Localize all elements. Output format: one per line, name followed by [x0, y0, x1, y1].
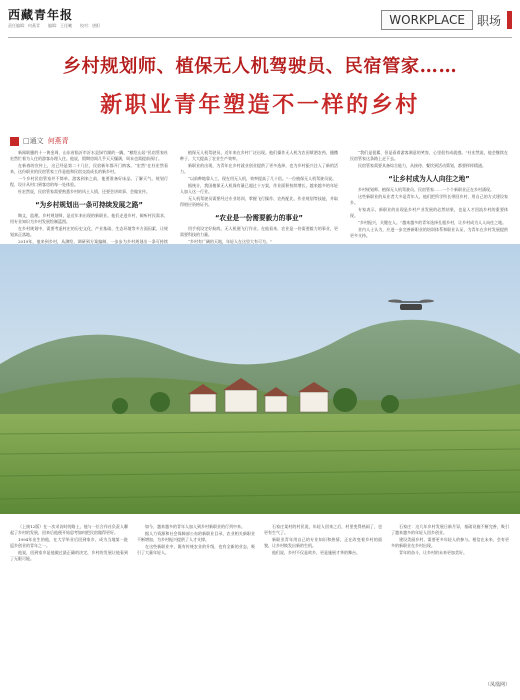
- bottom-paragraph: （上接12版）在一次采访时的路上，他与一位合作社负责人聊起了乡村的发展，回来后他便开始思考如何把民宿做得更好。: [10, 524, 128, 535]
- section-label: [381, 10, 512, 30]
- article-subhead-3: “让乡村成为人人向往之地”: [388, 175, 470, 183]
- headline-line-2: 新职业青年塑造不一样的乡村: [100, 93, 420, 118]
- article-paragraph: 一个乡村民宿管家并不简单。游客到来之前，他要准备好床品、了解天气、规划行程，设计从村口到客房的每一处体验。: [10, 176, 168, 187]
- bottom-text: [10, 524, 510, 690]
- bottom-paragraph: 新职业青年用自己的专业知识和热情，正在改变着乡村的面貌，让乡村焕发出新的生机。: [264, 537, 382, 548]
- article-paragraph: “乡村振兴，关键在人。”越来越多的青年选择扎根乡村，让乡村成为人人向往之地。: [358, 220, 507, 225]
- section-label-cn: 职场: [476, 13, 501, 28]
- newspaper-logo: 西藏青年报: [8, 8, 74, 22]
- bottom-paragraph: 建设美丽乡村，需要更多年轻人的参与。相信在未来，会有更多的新职业在乡村出现。: [391, 537, 509, 548]
- masthead: [8, 4, 512, 36]
- bottom-column-1: [10, 524, 128, 690]
- article-paragraph: 陶文，监理。乡村规划师，是近年来出现的新职业。他们走进乡村，倾听村民需求，用专业知识为乡村发展绘制蓝图。: [10, 213, 168, 224]
- article-paragraph: 杜宏然说，民宿管家需要熟悉乡村的风土人情，还要会讲故事、会做宣传。: [18, 189, 150, 194]
- bottom-column-2: [137, 524, 255, 690]
- rural-landscape-photo: [0, 244, 520, 514]
- article-paragraph: 民宿管家需要具备综合能力，从接待、餐饮到活动策划，都要样样精通。: [358, 163, 486, 168]
- bottom-paragraph: 1994年出生的他，在大学毕业后回到家乡，成为当地第一批返乡创业的青年之一。: [10, 537, 128, 548]
- bottom-column-4: [391, 524, 509, 690]
- byline-label: □通文: [23, 137, 44, 145]
- article-paragraph: “乡村有广阔的天地，年轻人在这里大有可为。”: [188, 239, 273, 244]
- article-paragraph: “以前种地靠人工，现在用无人机，效率提高了几十倍。”一位植保无人机驾驶员说。: [188, 176, 337, 181]
- bottom-paragraph: 青年的奋斗，让乡村的未来更加美好。: [399, 550, 467, 555]
- article-paragraph: 2019年，他来到乡村，从测绘、调研到方案编制，一步步为乡村规划出一条可持续: [18, 239, 168, 244]
- bottom-paragraph: 石家庄某村的村民说，年轻人回来之后，村里变得热闹了，也更有生气了。: [264, 524, 382, 535]
- section-accent-bar: [507, 11, 512, 29]
- bottom-paragraph: 如今，越来越多的青年人加入到乡村新职业的行列中来。: [145, 524, 245, 529]
- article-paragraph: 专家表示，新职业的出现是乡村产业发展的必然结果，也是人才回流乡村的重要体现。: [350, 207, 508, 218]
- headline-line-1: 乡村规划师、植保无人机驾驶员、民宿管家……: [62, 56, 458, 77]
- bottom-paragraph: 据人力资源和社会保障部公布的新职业目录，农业相关新职业不断增加，为乡村振兴提供了人才支撑。: [137, 531, 255, 542]
- article-paragraph: 在乡村规划中，需要考虑村庄的历史文化、产业基础、生态环境等多方面因素，让规划真正落地。: [10, 226, 168, 237]
- article-paragraph: “我们是很累，但是看着游客满意的笑容，心里很有成就感。”杜宏然说，他会继续在民宿管家这条路上走下去。: [350, 150, 508, 161]
- byline-author: 何燕青: [47, 137, 69, 145]
- article-paragraph: 乡村规划师、植保无人机驾驶员、民宿管家……一个个新职业正在乡村涌现。: [358, 187, 494, 192]
- byline: [10, 134, 69, 148]
- article-paragraph: 在新春的宣传上，这已经是第二十几位，民宿新年都开门纳客。“宏然”在杜宏然看来，这份职业的民宿管家工作是他和民宿交流成长的新乡村。: [10, 163, 168, 174]
- article-paragraph: 业内人士认为，应进一步完善新职业的培训体系和职业认证，为青年在乡村发展提供更多支持。: [350, 227, 508, 238]
- rural-landscape-illustration: [0, 244, 520, 514]
- editor-meta: 责任编辑：何燕青 编辑：王佳曦 校对：唐阳: [8, 23, 100, 28]
- article-paragraph: 用手机设定好航线，无人机便飞行作业。在他看来，农业是一份需要毅力的事业，更需要科技的力量。: [180, 226, 338, 237]
- header-divider: [8, 37, 512, 38]
- article-subhead-2: “农业是一份需要毅力的事业”: [215, 214, 303, 222]
- article-paragraph: 新职业的出现，为青年在乡村就业创业提供了更多选择，也为乡村振兴注入了新的活力。: [180, 163, 338, 174]
- section-label-en: WORKPLACE: [381, 10, 473, 30]
- bottom-paragraph: 他们说，乡村不仅是故乡，更是施展才华的舞台。: [272, 550, 360, 555]
- article-paragraph: 新闻联播的十一黄金周，山东省临沂市沂水县绿竹湖的一隅，“粮绘山居”民宿管家杜宏然忙着为入住的游客办理入住。他说，假期房间几乎天天爆满，周末也需提前预订。: [10, 150, 168, 161]
- bottom-column-3: [264, 524, 382, 690]
- article-paragraph: 无人机驾驶员需要经过专业培训，掌握飞行操作、农药配比、作业规划等技能，并取得相应资格证书。: [180, 196, 338, 207]
- article-subhead-1: “为乡村规划出一条可持续发展之路”: [35, 201, 143, 209]
- bottom-paragraph: 他说，回到家乡是他做过最正确的决定，乡村的发展让他看到了无限可能。: [10, 550, 128, 561]
- bottom-paragraph: 石家庄：这几年乡村发展日新月异，基础设施不断完善，吸引了越来越多的年轻人回乡创业。: [391, 524, 509, 535]
- article-paragraph: 植保无人机驾驶员，近年来在乡村广泛出现。他们操作无人机为农田喷洒农药、播撒种子，大大提高了农业生产效率。: [180, 150, 338, 161]
- article-signoff: （凤凰网）: [484, 682, 510, 688]
- article-paragraph: 这些新职业的从业者大多是青年人，他们把所学所长带回乡村，用自己的方式建设家乡。: [350, 194, 508, 205]
- article-paragraph: 据统计，我国植保无人机保有量已超过十万架，作业面积持续增长，越来越多的年轻人加入这一行业。: [180, 183, 338, 194]
- bottom-paragraph: 在这些新职业中，既有传统农业的升级，也有全新的业态，吸引了大量年轻人。: [137, 544, 255, 555]
- byline-mark-icon: [10, 137, 19, 146]
